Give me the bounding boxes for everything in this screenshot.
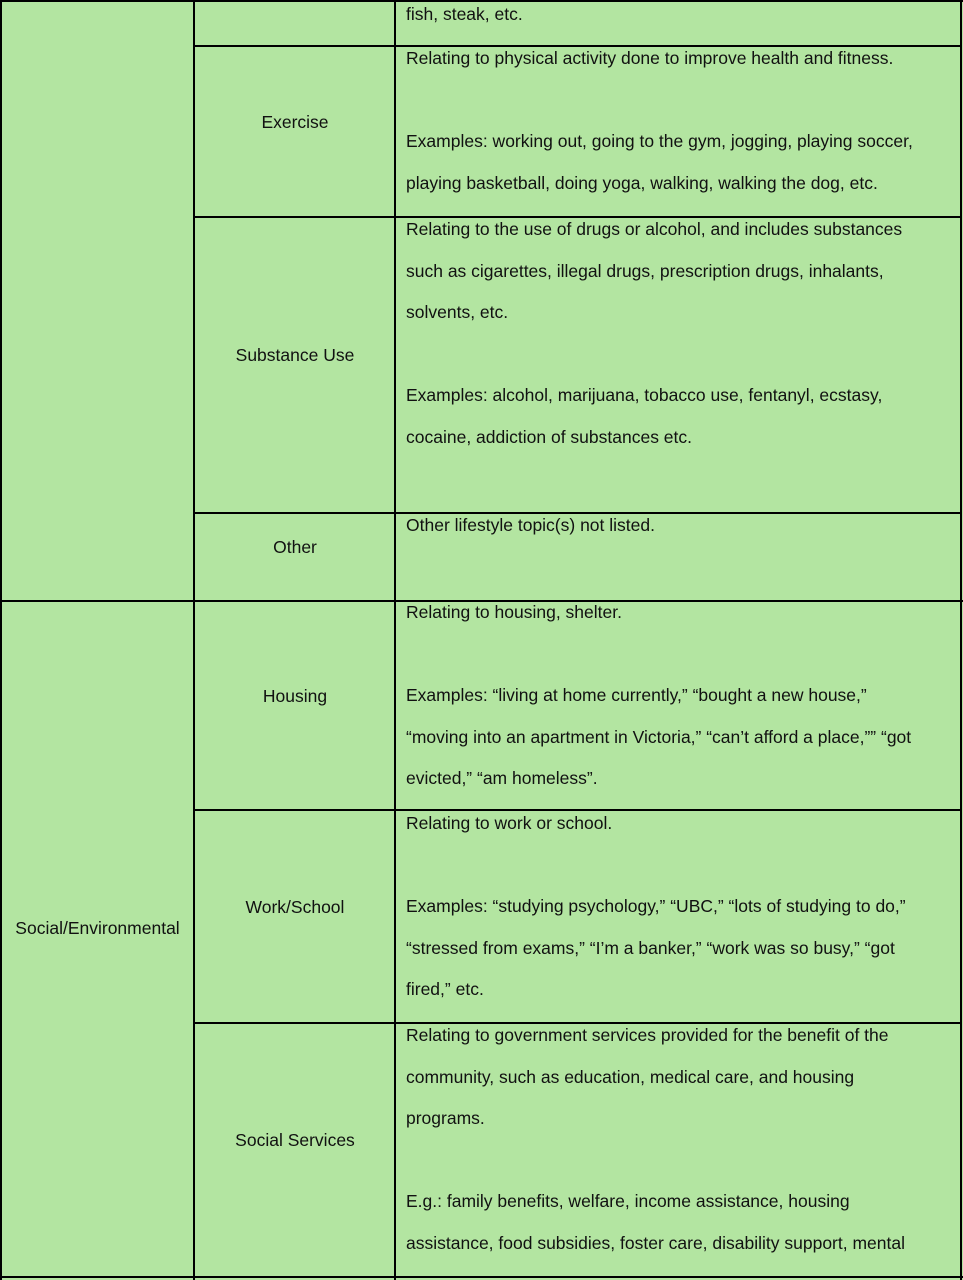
description-line: fish, steak, etc. (406, 4, 523, 24)
description-line: community, such as education, medical care, and housing (406, 1066, 855, 1087)
description-other (406, 505, 956, 547)
description-blank-line (406, 1140, 956, 1182)
description-exercise (406, 38, 956, 204)
table-column-divider-1 (193, 0, 195, 1280)
description-line: such as cigarettes, illegal drugs, prescription drugs, inhalants, (406, 260, 884, 281)
description-blank-line (406, 634, 956, 676)
description-line: Relating to work or school. (406, 813, 613, 833)
description-line: Examples: working out, going to the gym, jogging, playing soccer, (406, 131, 913, 151)
description-blank-line (406, 845, 956, 887)
description-line: Examples: alcohol, marijuana, tobacco use, fentanyl, ecstasy, (406, 385, 883, 405)
topic-work-school: Work/School (245, 897, 345, 917)
table-right-border (960, 0, 962, 1280)
description-line: fired,” etc. (406, 979, 484, 999)
description-line: Relating to housing, shelter. (406, 602, 622, 622)
topic-exercise: Exercise (261, 112, 329, 132)
description-line: “moving into an apartment in Victoria,” “can’t afford a place,”” “got (406, 726, 912, 747)
description-line: Relating to the use of drugs or alcohol, and includes substances (406, 219, 903, 239)
topic-substance-use: Substance Use (235, 345, 355, 365)
table-column-divider-2 (394, 0, 396, 1280)
category-label: Social/Environmental (15, 918, 180, 938)
description-line: Examples: “studying psychology,” “UBC,” “lots of studying to do,” (406, 896, 906, 916)
table-left-border (0, 0, 2, 1280)
description-line: Examples: “living at home currently,” “bought a new house,” (406, 685, 867, 705)
description-line: programs. (406, 1108, 485, 1128)
table-bottom-border (0, 1276, 963, 1278)
description-blank-line (406, 334, 956, 376)
description-social-services (406, 1015, 956, 1264)
description-line: Relating to government services provided for the benefit of the (406, 1025, 889, 1045)
description-line: assistance, food subsidies, foster care, disability support, mental (406, 1232, 905, 1253)
description-line: Relating to physical activity done to improve health and fitness. (406, 48, 894, 68)
description-line: Other lifestyle topic(s) not listed. (406, 515, 655, 535)
description-line: playing basketball, doing yoga, walking, walking the dog, etc. (406, 172, 878, 193)
topic-other: Other (273, 537, 317, 557)
description-food-continued (406, 0, 956, 36)
description-line: E.g.: family benefits, welfare, income assistance, housing (406, 1191, 850, 1211)
description-line: evicted,” “am homeless”. (406, 768, 598, 788)
description-line: “stressed from exams,” “I’m a banker,” “work was so busy,” “got (406, 937, 895, 958)
description-line: solvents, etc. (406, 302, 509, 322)
topic-social-services: Social Services (235, 1130, 355, 1150)
description-substance-use (406, 209, 956, 458)
description-work-school (406, 803, 956, 1011)
description-housing (406, 592, 956, 800)
topic-housing: Housing (262, 686, 328, 706)
description-blank-line (406, 80, 956, 122)
description-line: cocaine, addiction of substances etc. (406, 426, 693, 447)
